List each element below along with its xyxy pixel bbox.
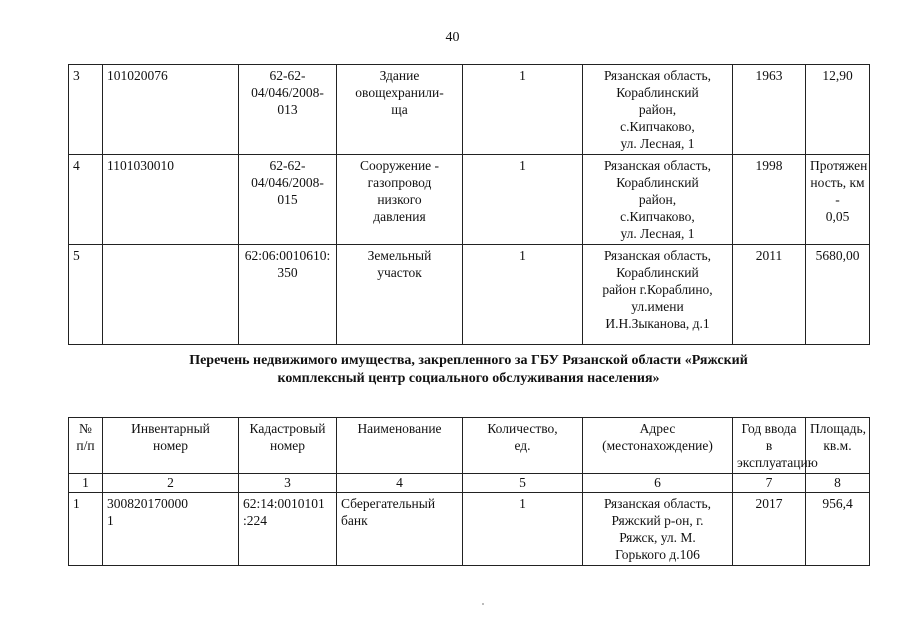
cell-num: 5 [69,245,103,345]
column-header: Год ввода в эксплуатацию [733,418,806,474]
cell-inv: 101020076 [103,65,239,155]
cell-cad: 62-62- 04/046/2008- 015 [239,155,337,245]
table-row [69,245,870,345]
column-header: Адрес (местонахождение) [583,418,733,474]
cell-inv: 1101030010 [103,155,239,245]
section-title: Перечень недвижимого имущества, закрепленного за ГБУ Рязанской области «Ряжский комплексный центр социального обслуживания населения» [189,353,748,386]
table-row [69,155,870,245]
cell-num: 4 [69,155,103,245]
cell-inv: 300820170000 1 [103,493,239,566]
cell-year: 1963 [733,65,806,155]
table-row [69,65,870,155]
column-header: № п/п [69,418,103,474]
column-number: 8 [806,474,870,493]
cell-addr: Рязанская область, Кораблинский район, с.Кипчаково, ул. Лесная, 1 [583,155,733,245]
cell-area: 956,4 [806,493,870,566]
cell-area: 5680,00 [806,245,870,345]
cell-qty: 1 [463,493,583,566]
column-number-row [69,474,870,493]
cell-addr: Рязанская область, Кораблинский район, с.Кипчаково, ул. Лесная, 1 [583,65,733,155]
cell-year: 2017 [733,493,806,566]
property-table-continued [68,64,870,345]
table-header-row [69,418,870,474]
column-header: Площадь, кв.м. [806,418,870,474]
scan-speck [482,603,484,605]
column-number: 1 [69,474,103,493]
property-table-ryazhsk [68,417,870,566]
column-header: Количество, ед. [463,418,583,474]
column-number: 5 [463,474,583,493]
page-number: 40 [445,30,460,45]
column-header: Кадастровый номер [239,418,337,474]
cell-qty: 1 [463,65,583,155]
cell-qty: 1 [463,155,583,245]
cell-area: 12,90 [806,65,870,155]
cell-cad: 62-62- 04/046/2008- 013 [239,65,337,155]
cell-num: 1 [69,493,103,566]
cell-name: Сберегательный банк [337,493,463,566]
cell-addr: Рязанская область, Кораблинский район г.Кораблино, ул.имени И.Н.Зыканова, д.1 [583,245,733,345]
column-number: 7 [733,474,806,493]
cell-cad: 62:06:0010610: 350 [239,245,337,345]
cell-cad: 62:14:0010101 :224 [239,493,337,566]
column-number: 6 [583,474,733,493]
cell-name: Земельный участок [337,245,463,345]
cell-name: Сооружение - газопровод низкого давления [337,155,463,245]
cell-qty: 1 [463,245,583,345]
cell-num: 3 [69,65,103,155]
cell-area: Протяжен ность, км - 0,05 [806,155,870,245]
column-header: Инвентарный номер [103,418,239,474]
cell-year: 1998 [733,155,806,245]
column-number: 4 [337,474,463,493]
cell-addr: Рязанская область, Ряжский р-он, г. Ряжск, ул. М. Горького д.106 [583,493,733,566]
column-number: 3 [239,474,337,493]
column-header: Наименование [337,418,463,474]
table-row [69,493,870,566]
cell-year: 2011 [733,245,806,345]
column-number: 2 [103,474,239,493]
cell-inv [103,245,239,345]
cell-name: Здание овощехранили- ща [337,65,463,155]
